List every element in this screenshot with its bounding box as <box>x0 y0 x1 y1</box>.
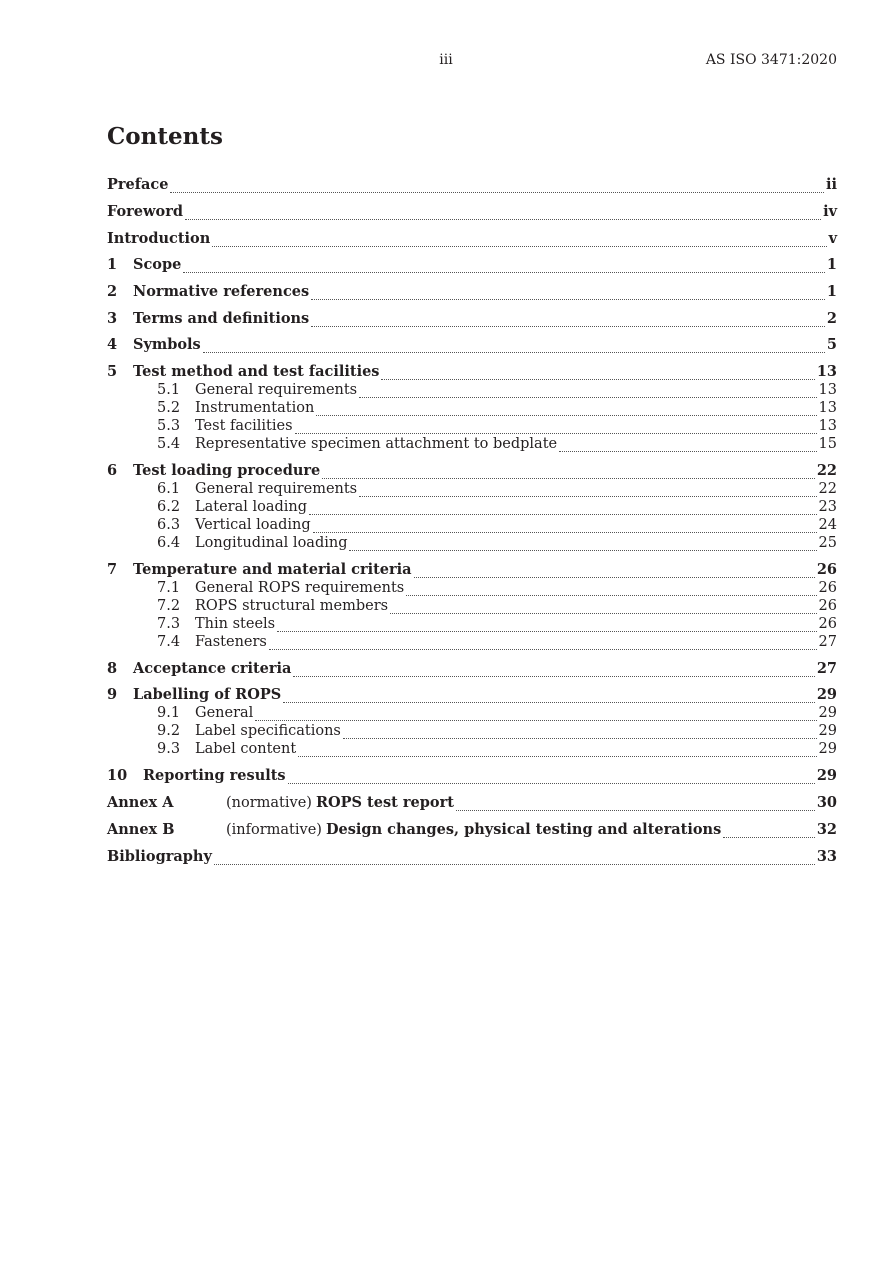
toc-leader-dots <box>456 810 815 811</box>
toc-entry-page: 29 <box>816 686 837 703</box>
toc-entry-page: 23 <box>818 499 837 515</box>
toc-entry-title: Vertical loading <box>195 517 311 533</box>
toc-entry-title: General requirements <box>195 481 358 497</box>
toc-leader-dots <box>203 352 825 353</box>
toc-leader-dots <box>298 756 816 757</box>
toc-entry-page: 1 <box>826 283 837 300</box>
toc-leader-dots <box>322 478 815 479</box>
toc-entry-section-1[interactable] <box>107 256 837 276</box>
toc-entry-section-9-3[interactable] <box>157 740 837 760</box>
toc-entry-section-7-1[interactable] <box>157 579 837 599</box>
toc-entry-section-6-3[interactable] <box>157 516 837 536</box>
toc-entry-section-6[interactable] <box>107 462 837 482</box>
toc-entry-number: 5.3 <box>157 418 181 434</box>
toc-entry-section-5[interactable] <box>107 363 837 383</box>
toc-entry-number: 5.1 <box>157 382 181 398</box>
toc-entry-annex-b[interactable] <box>107 821 837 841</box>
toc-entry-number: 6.2 <box>157 499 181 515</box>
toc-entry-page: 25 <box>818 535 837 551</box>
toc-entry-page: 26 <box>818 598 837 614</box>
toc-entry-page: ii <box>825 176 837 193</box>
toc-entry-section-5-3[interactable] <box>157 417 837 437</box>
toc-entry-number: 7.1 <box>157 580 181 596</box>
toc-entry-title: Preface <box>107 176 169 193</box>
toc-entry-title: Test facilities <box>195 418 293 434</box>
toc-entry-section-2[interactable] <box>107 283 837 303</box>
toc-entry-page: 29 <box>818 723 837 739</box>
toc-entry-number: 4 <box>107 336 118 353</box>
toc-entry-page: 22 <box>816 462 837 479</box>
toc-entry-bibliography[interactable] <box>107 848 837 868</box>
toc-leader-dots <box>414 577 815 578</box>
toc-entry-title: Bibliography <box>107 848 212 865</box>
toc-entry-page: 24 <box>818 517 837 533</box>
toc-leader-dots <box>277 631 816 632</box>
toc-entry-page: 32 <box>816 821 837 838</box>
toc-entry-section-7-4[interactable] <box>157 633 837 653</box>
toc-leader-dots <box>183 272 825 273</box>
toc-entry-section-6-1[interactable] <box>157 480 837 500</box>
toc-leader-dots <box>381 379 814 380</box>
toc-entry-section-5-2[interactable] <box>157 399 837 419</box>
toc-entry-title: Label specifications <box>195 723 341 739</box>
toc-entry-title: Scope <box>133 256 182 273</box>
toc-entry-page: 13 <box>816 363 837 380</box>
toc-entry-section-7-2[interactable] <box>157 597 837 617</box>
toc-leader-dots <box>212 246 826 247</box>
toc-leader-dots <box>311 299 825 300</box>
toc-entry-title: General <box>195 705 254 721</box>
toc-entry-page: 13 <box>818 400 837 416</box>
toc-entry-title: Acceptance criteria <box>133 660 292 677</box>
toc-entry-page: 29 <box>818 741 837 757</box>
toc-entry-section-9-2[interactable] <box>157 722 837 742</box>
toc-entry-page: 13 <box>818 418 837 434</box>
toc-entry-section-8[interactable] <box>107 660 837 680</box>
toc-entry-number: 9.3 <box>157 741 181 757</box>
toc-entry-page: 15 <box>818 436 837 452</box>
toc-entry-preface[interactable] <box>107 176 837 196</box>
toc-entry-number: 8 <box>107 660 118 677</box>
toc-entry-annex-a[interactable] <box>107 794 837 814</box>
toc-entry-title: Introduction <box>107 230 211 247</box>
toc-entry-number: 6.4 <box>157 535 181 551</box>
toc-entry-title: ROPS test report <box>315 794 454 811</box>
toc-leader-dots <box>283 702 815 703</box>
toc-leader-dots <box>288 783 815 784</box>
toc-leader-dots <box>559 451 816 452</box>
toc-entry-number: 9 <box>107 686 118 703</box>
toc-entry-number: Annex A <box>107 794 174 811</box>
toc-entry-title: Representative specimen attachment to bedplate <box>195 436 558 452</box>
toc-entry-annex-type: (informative) <box>226 822 322 838</box>
toc-entry-page: 27 <box>818 634 837 650</box>
toc-entry-section-9-1[interactable] <box>157 704 837 724</box>
toc-entry-page: 1 <box>826 256 837 273</box>
toc-entry-page: v <box>828 230 837 247</box>
toc-entry-introduction[interactable] <box>107 230 837 250</box>
toc-entry-number: 10 <box>107 767 128 784</box>
toc-entry-number: 7.3 <box>157 616 181 632</box>
toc-entry-title: Test method and test facilities <box>133 363 380 380</box>
toc-entry-title: Labelling of ROPS <box>133 686 282 703</box>
toc-entry-section-10[interactable] <box>107 767 837 787</box>
toc-entry-title: Lateral loading <box>195 499 308 515</box>
toc-entry-section-5-1[interactable] <box>157 381 837 401</box>
toc-entry-number: 6 <box>107 462 118 479</box>
toc-entry-number: 5.2 <box>157 400 181 416</box>
toc-entry-section-7-3[interactable] <box>157 615 837 635</box>
toc-leader-dots <box>359 496 816 497</box>
toc-entry-title: Instrumentation <box>195 400 315 416</box>
toc-entry-number: 5.4 <box>157 436 181 452</box>
toc-entry-page: 29 <box>816 767 837 784</box>
toc-entry-title: Terms and definitions <box>133 310 310 327</box>
toc-leader-dots <box>170 192 824 193</box>
toc-leader-dots <box>359 397 816 398</box>
toc-entry-number: 1 <box>107 256 118 273</box>
toc-entry-number: 9.1 <box>157 705 181 721</box>
toc-entry-number: 3 <box>107 310 118 327</box>
toc-leader-dots <box>309 514 816 515</box>
toc-entry-foreword[interactable] <box>107 203 837 223</box>
toc-leader-dots <box>349 550 816 551</box>
toc-entry-page: iv <box>823 203 837 220</box>
toc-entry-title: Design changes, physical testing and alterations <box>325 821 722 838</box>
toc-entry-number: 9.2 <box>157 723 181 739</box>
toc-leader-dots <box>313 532 817 533</box>
toc-leader-dots <box>723 837 815 838</box>
toc-entry-page: 26 <box>818 616 837 632</box>
page-number: iii <box>439 52 453 68</box>
toc-entry-section-5-4[interactable] <box>157 435 837 455</box>
toc-entry-title: Reporting results <box>143 767 286 784</box>
toc-entry-number: 2 <box>107 283 118 300</box>
toc-entry-page: 27 <box>816 660 837 677</box>
toc-entry-page: 33 <box>816 848 837 865</box>
toc-leader-dots <box>295 433 817 434</box>
toc-entry-number: 6.1 <box>157 481 181 497</box>
toc-entry-number: 5 <box>107 363 118 380</box>
toc-entry-page: 13 <box>818 382 837 398</box>
document-id: AS ISO 3471:2020 <box>705 52 837 68</box>
toc-entry-title: Test loading procedure <box>133 462 321 479</box>
toc-leader-dots <box>255 720 816 721</box>
toc-entry-title: Fasteners <box>195 634 267 650</box>
toc-leader-dots <box>214 864 815 865</box>
toc-entry-title: General ROPS requirements <box>195 580 405 596</box>
toc-entry-section-3[interactable] <box>107 310 837 330</box>
toc-entry-page: 26 <box>818 580 837 596</box>
toc-entry-page: 22 <box>818 481 837 497</box>
toc-entry-page: 29 <box>818 705 837 721</box>
toc-leader-dots <box>311 326 825 327</box>
toc-leader-dots <box>343 738 817 739</box>
toc-entry-section-6-4[interactable] <box>157 534 837 554</box>
toc-entry-title: Normative references <box>133 283 310 300</box>
toc-entry-title: Foreword <box>107 203 183 220</box>
toc-leader-dots <box>185 219 821 220</box>
contents-title: Contents <box>107 123 223 150</box>
toc-entry-title: ROPS structural members <box>195 598 389 614</box>
toc-entry-number: Annex B <box>107 821 175 838</box>
toc-entry-section-7[interactable] <box>107 561 837 581</box>
toc-entry-title: Symbols <box>133 336 201 353</box>
toc-entry-number: 6.3 <box>157 517 181 533</box>
toc-entry-section-4[interactable] <box>107 336 837 356</box>
toc-entry-title: Label content <box>195 741 297 757</box>
toc-entry-title: Temperature and material criteria <box>133 561 412 578</box>
toc-entry-page: 5 <box>826 336 837 353</box>
toc-leader-dots <box>269 649 817 650</box>
toc-entry-page: 26 <box>816 561 837 578</box>
toc-entry-page: 30 <box>816 794 837 811</box>
toc-entry-title: Longitudinal loading <box>195 535 348 551</box>
toc-entry-title: Thin steels <box>195 616 276 632</box>
toc-entry-number: 7.2 <box>157 598 181 614</box>
toc-entry-number: 7.4 <box>157 634 181 650</box>
toc-entry-number: 7 <box>107 561 118 578</box>
toc-leader-dots <box>293 676 814 677</box>
toc-entry-section-6-2[interactable] <box>157 498 837 518</box>
toc-entry-title: General requirements <box>195 382 358 398</box>
toc-entry-page: 2 <box>826 310 837 327</box>
toc-leader-dots <box>390 613 816 614</box>
toc-leader-dots <box>406 595 816 596</box>
toc-entry-annex-type: (normative) <box>226 795 312 811</box>
toc-entry-section-9[interactable] <box>107 686 837 706</box>
toc-leader-dots <box>316 415 816 416</box>
